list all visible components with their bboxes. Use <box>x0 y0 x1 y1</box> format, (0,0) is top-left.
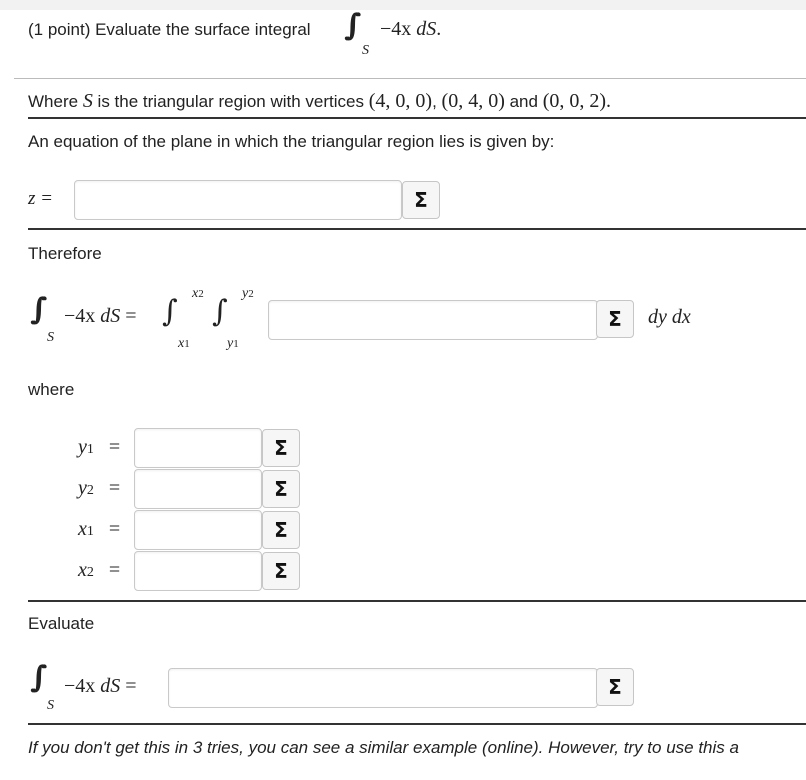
inner-upper-limit: y2 <box>242 286 254 301</box>
vertex-1: (4, 0, 0) <box>368 90 433 112</box>
where-suffix: is the triangular region with vertices <box>97 92 365 111</box>
therefore-ds: dS <box>100 305 121 327</box>
limit-label-y2 <box>78 477 120 500</box>
limit-sub: 1 <box>86 524 94 539</box>
where-prefix: Where <box>28 92 79 111</box>
region-description: Where S is the triangular region with vertices (4, 0, 0), (0, 4, 0) and (0, 0, 2). <box>28 90 612 112</box>
section-divider-3 <box>28 600 806 602</box>
section-divider-1 <box>28 117 806 119</box>
limit-label-y1 <box>78 436 120 459</box>
therefore-region-subscript: S <box>47 330 54 345</box>
therefore-equals: = <box>125 305 137 327</box>
vertex-2: (0, 4, 0) <box>441 90 505 112</box>
limit-var: y <box>78 477 87 499</box>
ds-text: dS <box>416 18 437 40</box>
integrand-input[interactable] <box>268 300 598 340</box>
therefore-integrand: −4x <box>64 305 96 327</box>
outer-lower-limit: x1 <box>178 336 190 351</box>
region-symbol: S <box>82 90 93 112</box>
equation-editor-button[interactable]: Σ <box>596 300 634 338</box>
equation-editor-button[interactable]: Σ <box>262 470 300 508</box>
integrand-text: −4x <box>380 18 412 40</box>
section-divider-4 <box>28 723 806 725</box>
x2-input[interactable] <box>134 551 262 591</box>
outer-upper-limit: x2 <box>192 286 204 301</box>
limit-var: y <box>78 436 87 458</box>
problem-integral-symbol <box>344 8 347 43</box>
evaluate-lhs <box>64 675 137 698</box>
limit-var: x <box>78 518 87 540</box>
evaluate-region-subscript: S <box>47 698 54 713</box>
problem-points-label: (1 point) Evaluate the surface integral <box>28 20 311 39</box>
limit-label-x2 <box>78 559 120 582</box>
evaluate-integrand: −4x <box>64 675 96 697</box>
equation-editor-button[interactable]: Σ <box>262 552 300 590</box>
therefore-lhs <box>64 305 137 328</box>
plane-lhs: z = <box>28 188 53 209</box>
x1-input[interactable] <box>134 510 262 550</box>
evaluate-ds: dS <box>100 675 121 697</box>
evaluate-equals: = <box>125 675 137 697</box>
double-integral-icon: ∫∫ <box>30 660 34 695</box>
period-text: . <box>436 18 442 40</box>
evaluate-label: Evaluate <box>28 614 95 633</box>
outer-integral-sign <box>162 294 178 329</box>
differentials-label: dy dx <box>648 306 691 328</box>
hint-text: If you don't get this in 3 tries, you can see a similar example (online). However, try to use this a <box>28 738 739 757</box>
problem-intro <box>28 20 311 40</box>
equation-editor-button[interactable]: Σ <box>262 429 300 467</box>
evaluate-answer-input[interactable] <box>168 668 598 708</box>
limit-eq: = <box>108 477 121 499</box>
limit-sub: 2 <box>86 565 94 580</box>
y1-input[interactable] <box>134 428 262 468</box>
therefore-double-integral <box>30 292 33 327</box>
top-scroll-band <box>0 0 806 10</box>
inner-lower-limit: y1 <box>227 336 239 351</box>
therefore-label: Therefore <box>28 244 102 263</box>
limit-sub: 2 <box>86 483 94 498</box>
plane-equation-input[interactable] <box>74 180 402 220</box>
double-integral-icon: ∫∫ <box>344 8 348 43</box>
integral-icon: ∫ <box>212 294 228 329</box>
equation-editor-button[interactable]: Σ <box>402 181 440 219</box>
vertex-3: (0, 0, 2). <box>542 90 612 112</box>
equation-editor-button[interactable]: Σ <box>596 668 634 706</box>
limit-sub: 1 <box>86 442 94 457</box>
section-divider-2 <box>28 228 806 230</box>
limit-eq: = <box>108 518 121 540</box>
limit-eq: = <box>108 559 121 581</box>
divider <box>14 78 806 79</box>
limit-label-x1 <box>78 518 120 541</box>
y2-input[interactable] <box>134 469 262 509</box>
evaluate-double-integral <box>30 660 33 695</box>
plane-prompt: An equation of the plane in which the triangular region lies is given by: <box>28 132 555 151</box>
limit-var: x <box>78 559 87 581</box>
double-integral-icon: ∫∫ <box>30 292 34 327</box>
integral-icon: ∫ <box>162 294 178 329</box>
equation-editor-button[interactable]: Σ <box>262 511 300 549</box>
problem-region-subscript: S <box>362 43 369 58</box>
inner-integral-sign <box>212 294 228 329</box>
problem-integrand <box>380 18 441 41</box>
and-word: and <box>509 92 538 111</box>
where-label: where <box>28 380 75 399</box>
limit-eq: = <box>108 436 121 458</box>
